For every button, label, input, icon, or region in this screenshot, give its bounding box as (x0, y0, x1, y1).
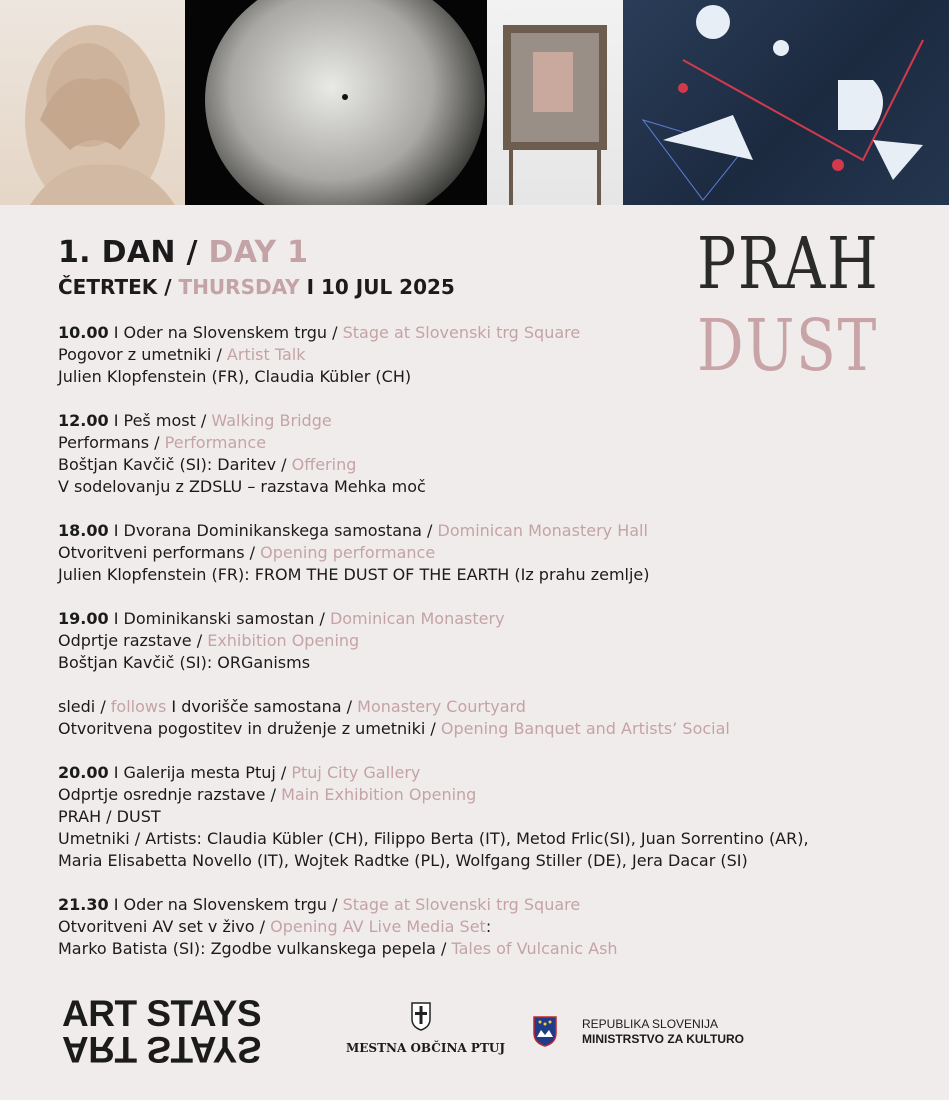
event-detail-line (58, 850, 918, 872)
slovene-text: I Peš most / (113, 411, 212, 430)
slovene-text: I Galerija mesta Ptuj / (113, 763, 292, 782)
english-text: Dominican Monastery (329, 609, 505, 628)
photo-banner (0, 0, 949, 205)
event-time: 21.30 (58, 895, 109, 914)
english-text: Stage at Slovenski trg Square (342, 323, 581, 342)
event-detail-line (58, 542, 918, 564)
english-text: Walking Bridge (211, 411, 332, 430)
english-text: Monastery Courtyard (357, 697, 526, 716)
event-block (58, 322, 918, 388)
slovene-text: Odprtje razstave / (58, 631, 208, 650)
slovene-text: sledi / (58, 697, 111, 716)
program-list (58, 322, 918, 982)
slovenia-coat-of-arms-icon (532, 1015, 558, 1047)
slovene-text: Otvoritveni AV set v živo / (58, 917, 271, 936)
ptuj-crest-icon (410, 1001, 432, 1031)
ptuj-name: MESTNA OBČINA PTUJ (346, 1041, 506, 1055)
slovene-text: Boštjan Kavčič (SI): Daritev / (58, 455, 292, 474)
slovene-text: PRAH / DUST (58, 807, 161, 826)
event-location-line (58, 608, 918, 630)
event-detail-line (58, 630, 918, 652)
event-detail-line (58, 366, 918, 388)
event-detail-line (58, 476, 918, 498)
slovene-text: Otvoritvena pogostitev in druženje z umetniki / (58, 719, 441, 738)
event-time: 12.00 (58, 411, 109, 430)
english-text: Dominican Monastery Hall (437, 521, 648, 540)
slovene-text: Maria Elisabetta Novello (IT), Wojtek Radtke (PL), Wolfgang Stiller (DE), Jera Dacar (SI) (58, 851, 748, 870)
ptuj-municipality-logo (346, 1001, 506, 1055)
footer (0, 995, 949, 1100)
slovene-text: Julien Klopfenstein (FR), Claudia Kübler (CH) (58, 367, 412, 386)
slovene-text: I dvorišče samostana / (166, 697, 358, 716)
english-text: Exhibition Opening (207, 631, 360, 650)
ministry-logo (532, 1015, 744, 1051)
event-location-line (58, 520, 918, 542)
event-detail-line (58, 784, 918, 806)
event-time: 20.00 (58, 763, 109, 782)
english-text: Offering (291, 455, 357, 474)
english-text: Performance (164, 433, 267, 452)
ministry-text: REPUBLIKA SLOVENIJA MINISTRSTVO ZA KULTURO (582, 1017, 744, 1046)
slovene-text: Marko Batista (SI): Zgodbe vulkanskega pepela / (58, 939, 452, 958)
english-text: Artist Talk (226, 345, 306, 364)
event-block (58, 762, 918, 872)
slovene-text: Pogovor z umetniki / (58, 345, 227, 364)
slovene-text: Umetniki / Artists: Claudia Kübler (CH), Filippo Berta (IT), Metod Frlic(SI), Juan Sorrentino (AR), (58, 829, 809, 848)
event-location-line (58, 410, 918, 432)
slovene-text: Odprtje osrednje razstave / (58, 785, 282, 804)
event-location-line (58, 762, 918, 784)
event-detail-line (58, 718, 918, 740)
event-detail-line (58, 806, 918, 828)
english-text: Opening Banquet and Artists’ Social (440, 719, 730, 738)
photo-digital-artwork (623, 0, 949, 205)
english-text: Tales of Vulcanic Ash (451, 939, 618, 958)
slovene-text: I Oder na Slovenskem trgu / (113, 323, 343, 342)
event-time: 10.00 (58, 323, 109, 342)
day-subtitle: ČETRTEK / THURSDAY I 10 JUL 2025 (58, 275, 455, 299)
english-text: follows (110, 697, 167, 716)
logo-dust: DUST (697, 304, 879, 387)
photo-sphere-sculpture (185, 0, 487, 205)
event-time: 19.00 (58, 609, 109, 628)
slovene-text: V sodelovanju z ZDSLU – razstava Mehka moč (58, 477, 426, 496)
logo-prah: PRAH (697, 222, 880, 305)
art-stays-logo: ART STAYS (62, 993, 262, 1034)
english-text: Opening performance (260, 543, 436, 562)
event-location-line (58, 894, 918, 916)
event-block (58, 696, 918, 740)
event-detail-line (58, 652, 918, 674)
english-text: Opening AV Live Media Set (270, 917, 486, 936)
slovene-text: Boštjan Kavčič (SI): ORGanisms (58, 653, 311, 672)
event-location-line (58, 696, 918, 718)
day-title: 1. DAN / DAY 1 (58, 235, 309, 270)
english-text: Stage at Slovenski trg Square (342, 895, 581, 914)
slovene-text: : (485, 917, 492, 936)
event-detail-line (58, 454, 918, 476)
event-block (58, 410, 918, 498)
event-detail-line (58, 828, 918, 850)
slovene-text: Otvoritveni performans / (58, 543, 261, 562)
event-block (58, 608, 918, 674)
english-text: Ptuj City Gallery (291, 763, 421, 782)
event-location-line (58, 322, 918, 344)
photo-clay-figure (0, 0, 185, 205)
event-detail-line (58, 564, 918, 586)
slovene-text: Julien Klopfenstein (FR): FROM THE DUST OF THE EARTH (Iz prahu zemlje) (58, 565, 650, 584)
slovene-text: Performans / (58, 433, 165, 452)
english-text: Main Exhibition Opening (281, 785, 477, 804)
slovene-text: I Oder na Slovenskem trgu / (113, 895, 343, 914)
slovene-text: I Dvorana Dominikanskega samostana / (113, 521, 438, 540)
event-block (58, 520, 918, 586)
event-block (58, 894, 918, 960)
event-detail-line (58, 432, 918, 454)
event-detail-line (58, 916, 918, 938)
slovene-text: I Dominikanski samostan / (113, 609, 330, 628)
event-detail-line (58, 344, 918, 366)
photo-glass-box (487, 0, 623, 205)
event-time: 18.00 (58, 521, 109, 540)
event-detail-line (58, 938, 918, 960)
art-stays-logo-mirror: ART STAYS (62, 1029, 262, 1070)
